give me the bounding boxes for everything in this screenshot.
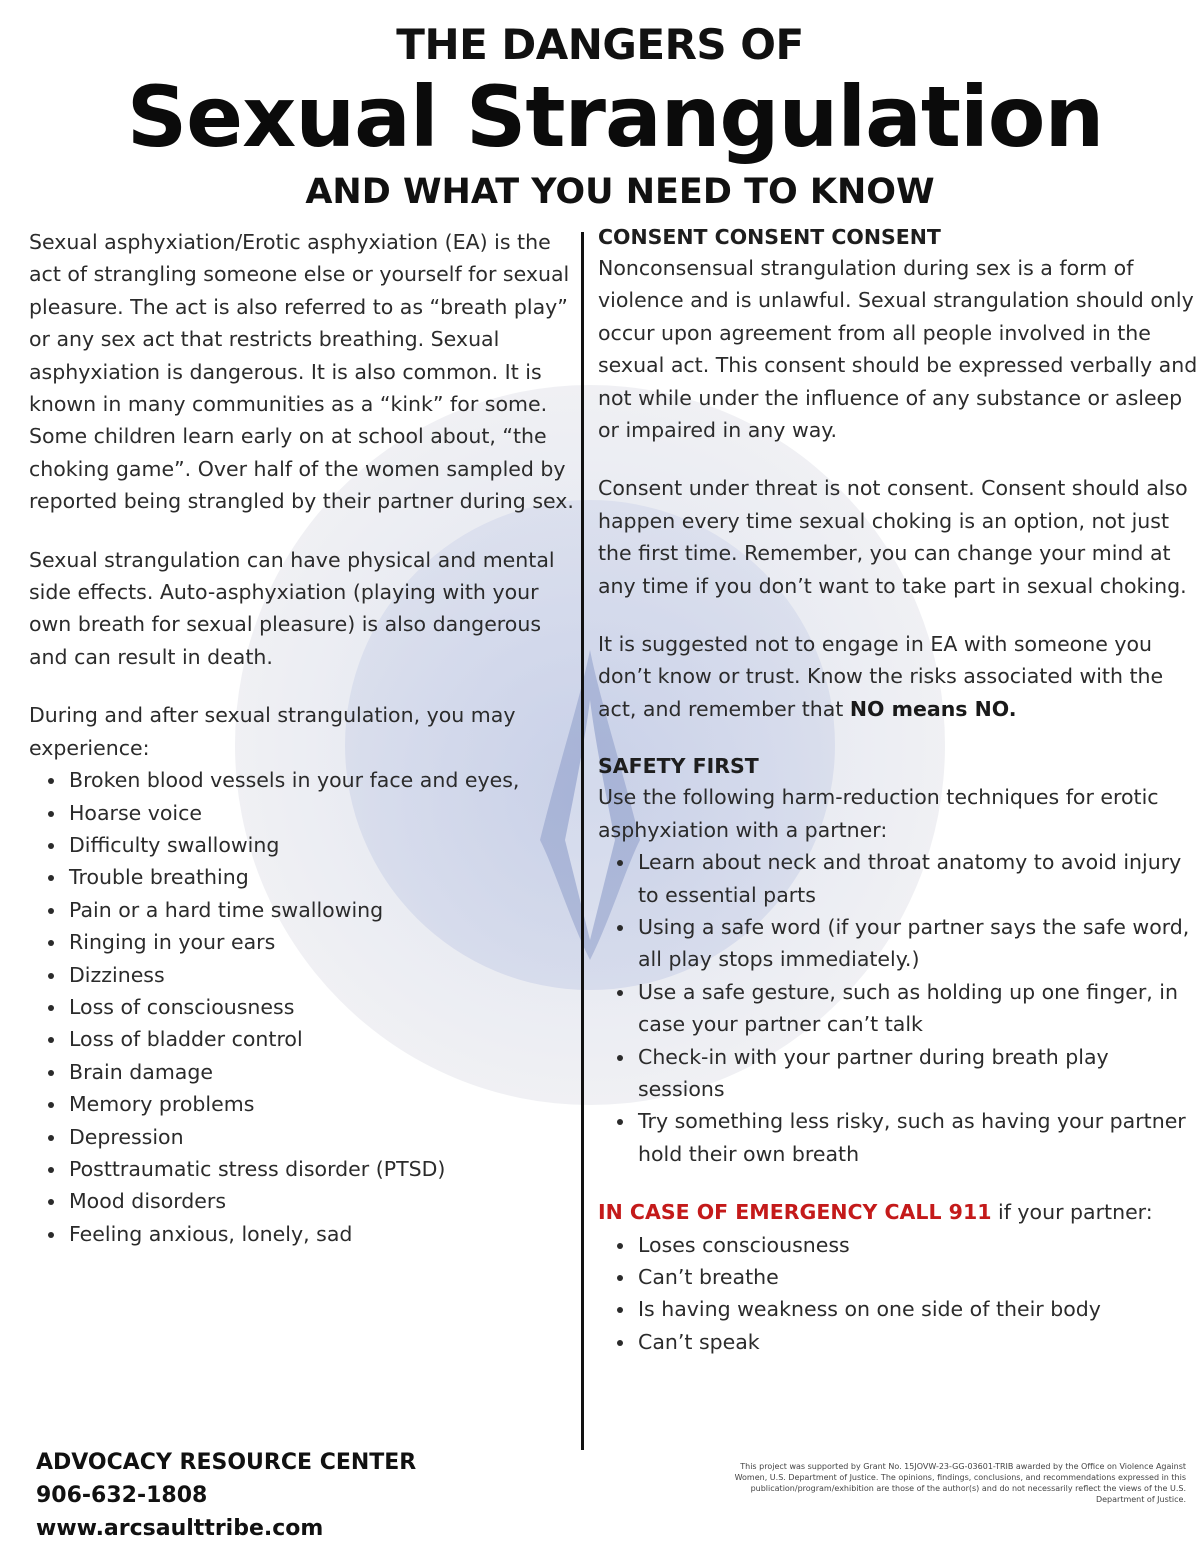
grant-disclaimer: This project was supported by Grant No. 15JOVW-23-GG-03601-TRIB awarded by the Office on Violence Against Women, U.S. Department of Justice. The opinions, findings, conclusions, and recommendations expressed in this publication/program/exhibition are those of the author(s) and do not necessarily reflect the views of the U.S. Department of Justice. [734,1462,1186,1504]
list-item: • Is having weakness on one side of their body [636,1293,1198,1325]
footer-contact [36,1446,416,1545]
emergency-suffix: if your partner: [991,1200,1153,1225]
org-name: ADVOCACY RESOURCE CENTER [36,1450,417,1475]
list-item: • Check-in with your partner during breath play sessions [636,1041,1198,1106]
list-item: • Difficulty swallowing [67,829,581,861]
list-item: • Feeling anxious, lonely, sad [67,1218,581,1250]
list-item: • Dizziness [67,959,581,991]
no-means-no: NO means NO. [849,696,1017,721]
list-item: • Use a safe gesture, such as holding up one finger, in case your partner can’t talk [636,976,1198,1041]
safety-list [598,846,1198,1170]
page-subtitle: AND WHAT YOU NEED TO KNOW [305,172,935,212]
list-item: • Ringing in your ears [67,926,581,958]
list-item: • Posttraumatic stress disorder (PTSD) [67,1153,581,1185]
right-column [598,222,1198,1358]
suggest-paragraph [598,628,1198,725]
list-item: • Mood disorders [67,1185,581,1217]
list-item: • Depression [67,1121,581,1153]
list-item: • Brain damage [67,1056,581,1088]
page-title: Sexual Strangulation [126,68,1104,166]
list-item: • Loses consciousness [636,1229,1198,1261]
org-website-link[interactable]: www.arcsaulttribe.com [36,1516,324,1541]
intro-paragraph: Sexual asphyxiation/Erotic asphyxiation (EA) is the act of strangling someone else or yourself for sexual pleasure. The act is also referred to as “breath play” or any sex act that restricts breathing. Sexual asphyxiation is dangerous. It is also common. It is known in many communities as a “kink” for some. Some children learn early on at school about, “the choking game”. Over half of the women sampled by reported being strangled by their partner during sex. [29,230,574,514]
list-item: • Learn about neck and throat anatomy to avoid injury to essential parts [636,846,1198,911]
safety-intro: Use the following harm-reduction techniques for erotic asphyxiation with a partner: [598,785,1159,842]
suggest-text: It is suggested not to engage in EA with someone you don’t know or trust. Know the risks associated with the act, and remember that [598,632,1164,721]
symptoms-list [29,764,581,1250]
emergency-list [598,1229,1198,1359]
list-item: • Can’t breathe [636,1261,1198,1293]
list-item: • Pain or a hard time swallowing [67,894,581,926]
emergency-line [598,1196,1198,1228]
list-item: • Using a safe word (if your partner says the safe word, all play stops immediately.) [636,911,1198,976]
list-item: • Hoarse voice [67,797,581,829]
title-top-line: THE DANGERS OF [396,20,804,69]
list-item: • Try something less risky, such as having your partner hold their own breath [636,1105,1198,1170]
experience-intro: During and after sexual strangulation, you may experience: [29,703,516,760]
consent-heading: CONSENT CONSENT CONSENT [598,225,941,249]
safety-heading: SAFETY FIRST [598,754,759,779]
list-item: • Memory problems [67,1088,581,1120]
list-item: • Trouble breathing [67,861,581,893]
list-item: • Loss of consciousness [67,991,581,1023]
list-item: • Loss of bladder control [67,1023,581,1055]
consent-paragraph: Nonconsensual strangulation during sex is a form of violence and is unlawful. Sexual strangulation should only occur upon agreement from all people involved in the sexual act. This consent should be expressed verbally and not while under the influence of any substance or asleep or impaired in any way. [598,256,1198,443]
effects-paragraph: Sexual strangulation can have physical and mental side effects. Auto-asphyxiation (playing with your own breath for sexual pleasure) is also dangerous and can result in death. [29,547,555,669]
list-item: • Broken blood vessels in your face and eyes, [67,764,581,796]
emergency-label: IN CASE OF EMERGENCY CALL 911 [598,1200,992,1225]
list-item: • Can’t speak [636,1326,1198,1358]
left-column [29,226,581,1250]
column-divider [581,232,584,1450]
org-phone[interactable]: 906-632-1808 [36,1483,208,1508]
threat-paragraph: Consent under threat is not consent. Consent should also happen every time sexual choking is an option, not just the first time. Remember, you can change your mind at any time if you don’t want to take part in sexual choking. [598,476,1188,598]
